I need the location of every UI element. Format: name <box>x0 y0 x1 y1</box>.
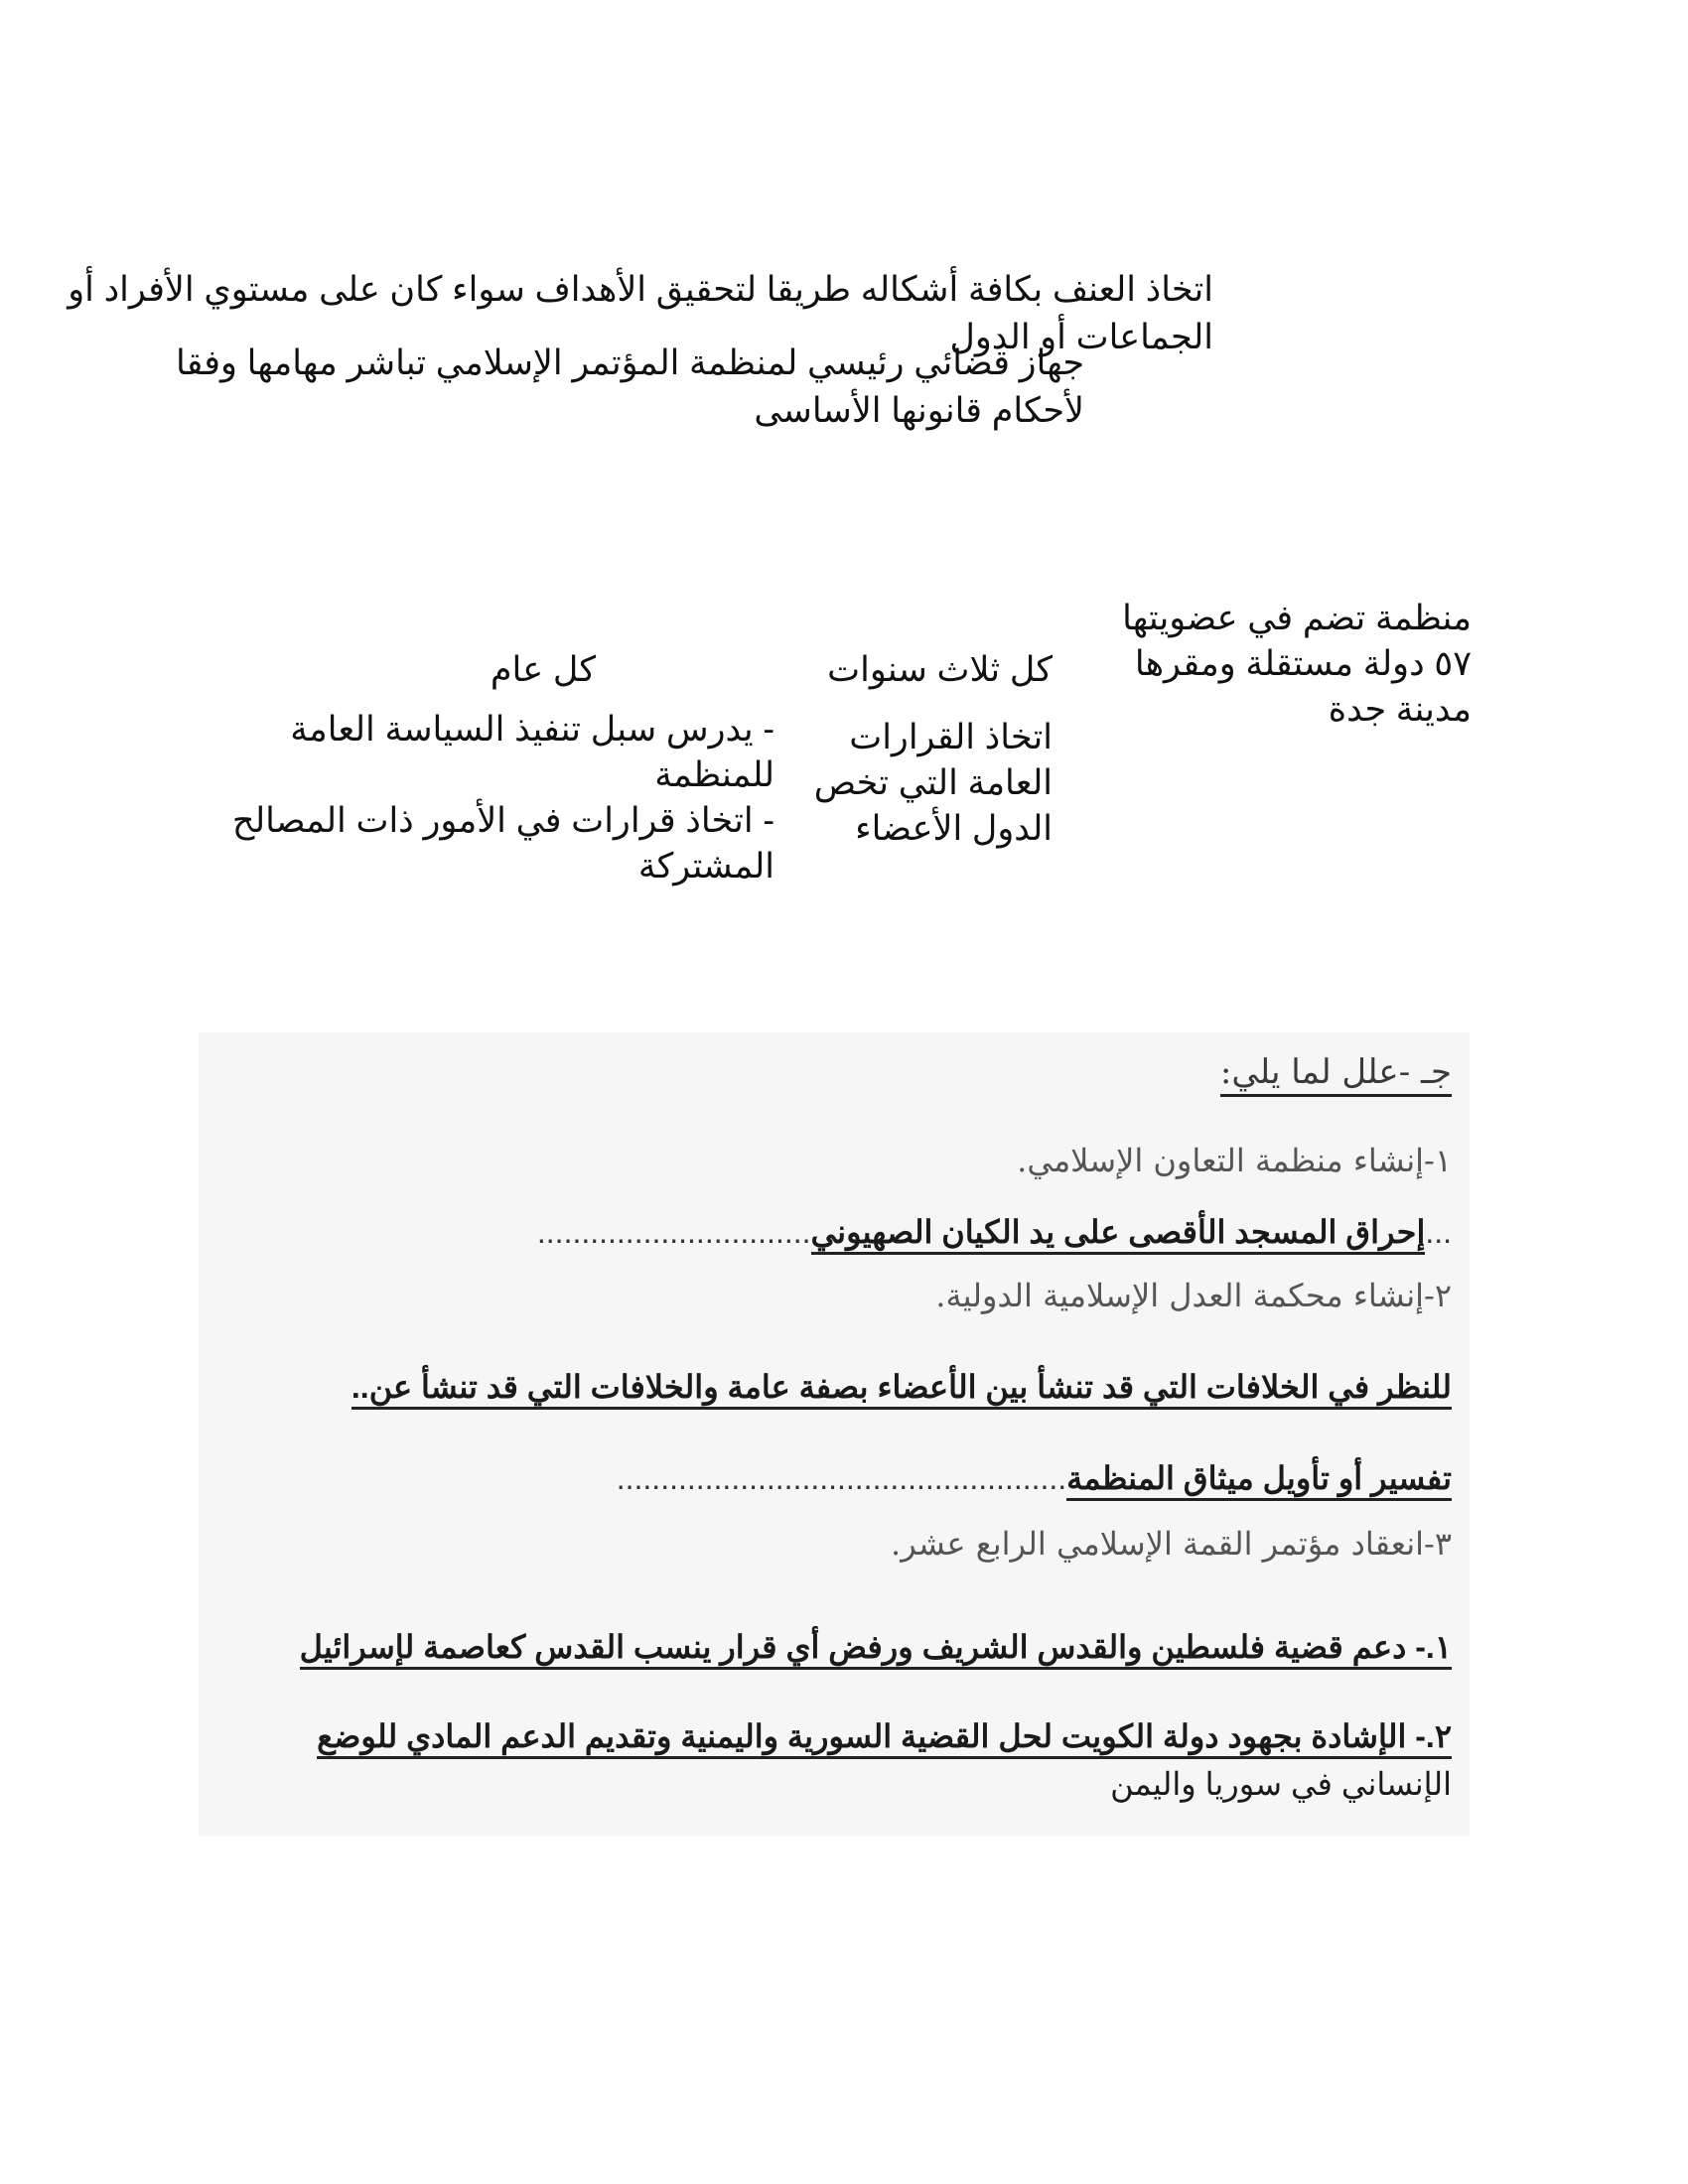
organization-line2: ٥٧ دولة مستقلة ومقرها <box>1134 644 1472 683</box>
ministers-line3: المشتركة <box>637 847 774 886</box>
scanned-worksheet <box>199 1032 1470 1837</box>
answer-3-item1-text: ١.- دعم قضية فلسطين والقدس الشريف ورفض أي قرار ينسب القدس كعاصمة لإسرائيل <box>300 1629 1452 1670</box>
answer-2-line1-text: للنظر في الخلافات التي قد تنشأ بين الأعضاء بصفة عامة والخلافات التي قد تنشأ عن.. <box>352 1369 1452 1410</box>
explain-section-title <box>1220 1052 1452 1092</box>
answer-1-text: إحراق المسجد الأقصى على يد الكيان الصهيوني <box>811 1214 1426 1255</box>
answer-1-dots-right: ... <box>1425 1214 1452 1250</box>
summit-line2: العامة التي تخص <box>813 763 1053 802</box>
question-1: ١-إنشاء منظمة التعاون الإسلامي. <box>1017 1142 1452 1179</box>
ministers-line1: - يدرس سبل تنفيذ السياسة العامة للمنظمة <box>290 710 774 794</box>
answer-2-line2 <box>617 1459 1452 1497</box>
answer-3-item2-line1-text: ٢.- الإشادة بجهود دولة الكويت لحل القضية السورية واليمنية وتقديم الدعم المادي للوضع <box>317 1718 1452 1759</box>
answer-2-line2-text: تفسير أو تأويل ميثاق المنظمة <box>1066 1460 1452 1501</box>
answer-2-line2-dots: ................................................... <box>616 1460 1067 1496</box>
answer-3-item2-line2: الإنساني في سوريا واليمن <box>1110 1766 1452 1802</box>
definition-court-line2: لأحكام قانونها الأساسى <box>754 391 1084 430</box>
column-summit <box>745 647 1053 852</box>
organization-line1: منظمة تضم في عضويتها <box>1122 599 1472 637</box>
definition-court-line1: جهاز قضائي رئيسي لمنظمة المؤتمر الإسلامي تباشر مهامها وفقا <box>175 343 1084 382</box>
summit-line3: الدول الأعضاء <box>855 809 1053 848</box>
definition-terrorism-line2: الجماعات أو الدول <box>949 318 1213 356</box>
ministers-frequency: كل عام <box>490 650 596 689</box>
ministers-line2: - اتخاذ قرارات في الأمور ذات المصالح <box>231 801 774 840</box>
definition-terrorism-line1: اتخاذ العنف بكافة أشكاله طريقا لتحقيق الأهداف سواء كان على مستوي الأفراد أو <box>68 270 1213 309</box>
question-3: ٣-انعقاد مؤتمر القمة الإسلامي الرابع عشر. <box>891 1525 1452 1563</box>
summit-line1: اتخاذ القرارات <box>849 718 1053 756</box>
answer-1 <box>537 1213 1452 1251</box>
column-organization <box>1094 596 1472 733</box>
question-2: ٢-إنشاء محكمة العدل الإسلامية الدولية. <box>935 1277 1452 1314</box>
explain-title-text: جـ -علل لما يلي: <box>1220 1052 1452 1097</box>
answer-1-dots-left: ............................... <box>536 1214 811 1250</box>
column-ministers <box>199 647 774 889</box>
answer-3-item2-line1 <box>317 1717 1452 1755</box>
answer-3-item1 <box>300 1628 1452 1666</box>
summit-frequency: كل ثلاث سنوات <box>827 650 1053 689</box>
answer-2-line1 <box>352 1368 1452 1406</box>
organization-line3: مدينة جدة <box>1328 690 1472 729</box>
